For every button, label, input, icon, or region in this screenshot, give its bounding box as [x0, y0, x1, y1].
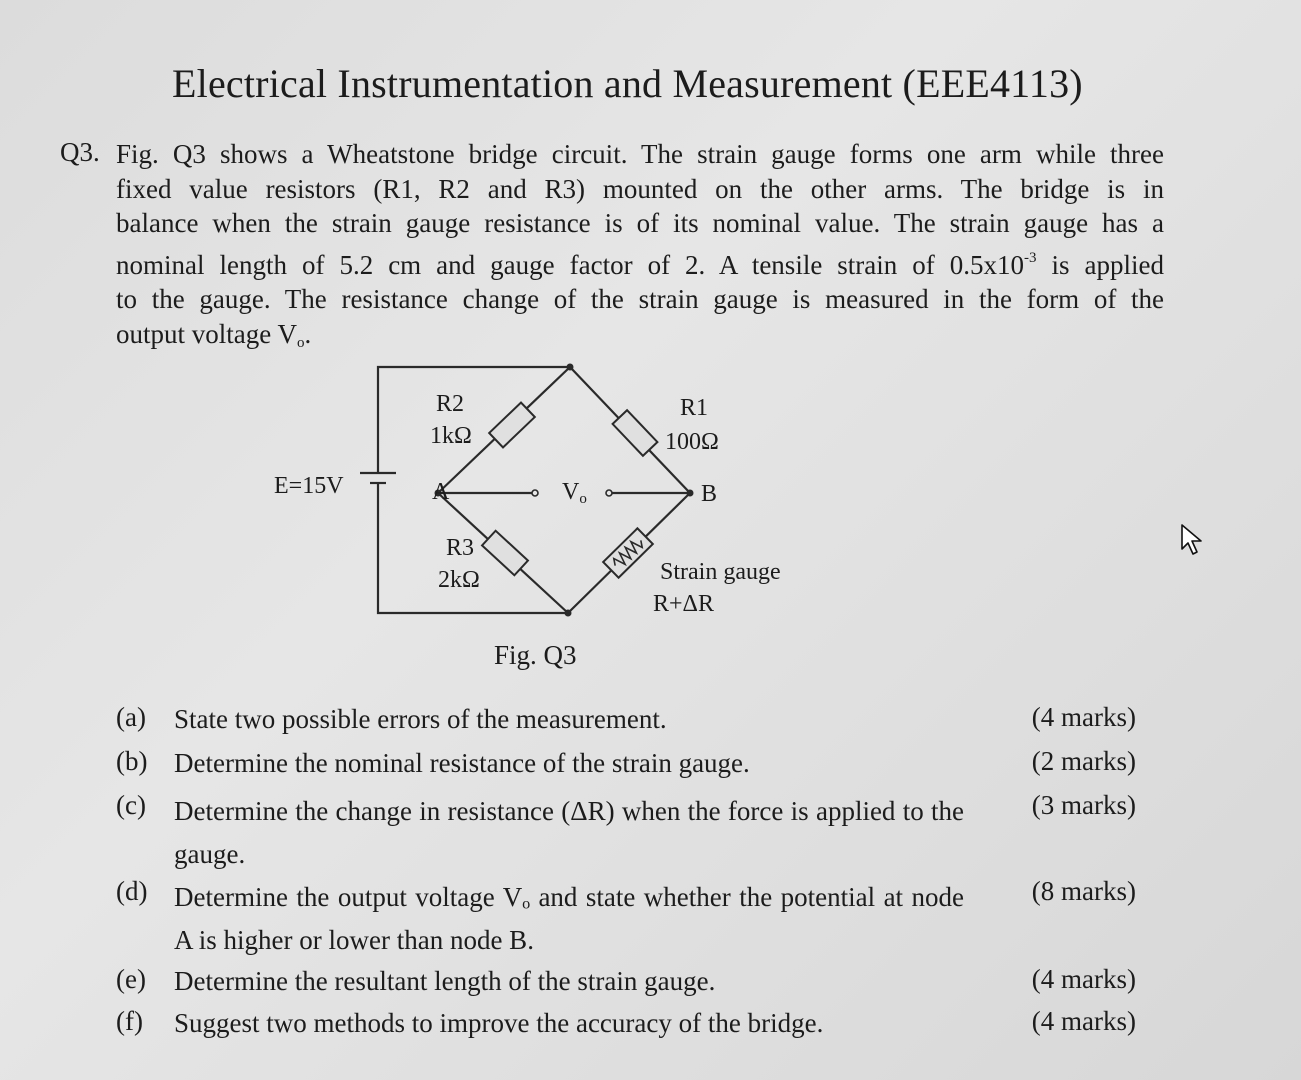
- part-text: Suggest two methods to improve the accuracy of the bridge.: [174, 1008, 824, 1038]
- source-label: E=15V: [274, 473, 344, 499]
- part-marks: (4 marks): [1031, 964, 1136, 994]
- resistor-r2: [489, 403, 535, 448]
- part-label: (c): [116, 790, 146, 820]
- part-marks: (3 marks): [1031, 790, 1136, 820]
- part-marks: (4 marks): [1031, 1006, 1136, 1036]
- strain-gauge-value: R+ΔR: [653, 591, 714, 617]
- node-b-dot: [687, 490, 694, 497]
- wire-top: [378, 367, 570, 473]
- part-text: State two possible errors of the measurement.: [174, 704, 667, 734]
- r3-name-label: R3: [446, 535, 475, 561]
- question-line-4: nominal length of 5.2 cm and gauge factor of 2. A tensile strain of $0.5x10^{-3}$ is applied: [116, 249, 1165, 280]
- part-label: (a): [116, 702, 146, 732]
- question-line-2: fixed value resistors (R1, R2 and R3) mounted on the other arms. The bridge is in: [116, 173, 1164, 204]
- part-label: (b): [116, 746, 148, 776]
- node-bottom-dot: [565, 610, 572, 617]
- page-title: Electrical Instrumentation and Measurement (EEE4113): [172, 61, 1083, 106]
- part-text: Determine the resultant length of the strain gauge.: [174, 966, 716, 996]
- part-marks: (4 marks): [1031, 702, 1136, 732]
- mouse-pointer-icon: [1180, 523, 1206, 564]
- node-top-dot: [567, 364, 574, 371]
- question-line-6: output voltage $V_o$.: [116, 318, 312, 351]
- terminal-right: [606, 490, 612, 496]
- question-line-3: balance when the strain gauge resistance is of its nominal value. The strain gauge has a: [116, 208, 1164, 238]
- part-marks: (2 marks): [1031, 746, 1136, 776]
- part-text: Determine the output voltage Vₒ and state whether the potential at node A is higher or lower than node B.: [174, 882, 964, 955]
- strain-gauge-label: Strain gauge: [660, 559, 781, 585]
- circuit-diagram: [260, 355, 820, 685]
- node-a-label: A: [432, 479, 450, 505]
- terminal-left: [532, 490, 538, 496]
- output-voltage-label: $V_o$: [562, 479, 587, 507]
- node-b-label: B: [701, 481, 718, 507]
- question-line-5: to the gauge. The resistance change of the strain gauge is measured in the form of the: [116, 284, 1164, 314]
- r3-value-label: 2kΩ: [438, 567, 480, 593]
- part-label: (d): [116, 876, 148, 906]
- r1-name-label: R1: [680, 395, 709, 421]
- exponent: -3: [1024, 249, 1037, 266]
- part-text: Determine the change in resistance (ΔR) when the force is applied to the gauge.: [174, 796, 964, 869]
- r2-value-label: 1kΩ: [430, 423, 472, 449]
- part-text: Determine the nominal resistance of the strain gauge.: [174, 748, 750, 778]
- question-line-1: Fig. Q3 shows a Wheatstone bridge circuit. The strain gauge forms one arm while three: [116, 139, 1164, 169]
- r1-value-label: 100Ω: [665, 429, 719, 455]
- wheatstone-bridge-figure: [260, 355, 820, 685]
- r2-name-label: R2: [436, 391, 465, 417]
- part-label: (e): [116, 964, 146, 994]
- figure-caption: Fig. Q3: [494, 640, 577, 670]
- question-text: [116, 137, 1164, 360]
- part-label: (f): [116, 1006, 143, 1036]
- resistor-r3: [482, 531, 528, 576]
- part-marks: (8 marks): [1031, 876, 1136, 906]
- resistor-r1: [613, 410, 658, 456]
- question-number: Q3.: [60, 137, 100, 167]
